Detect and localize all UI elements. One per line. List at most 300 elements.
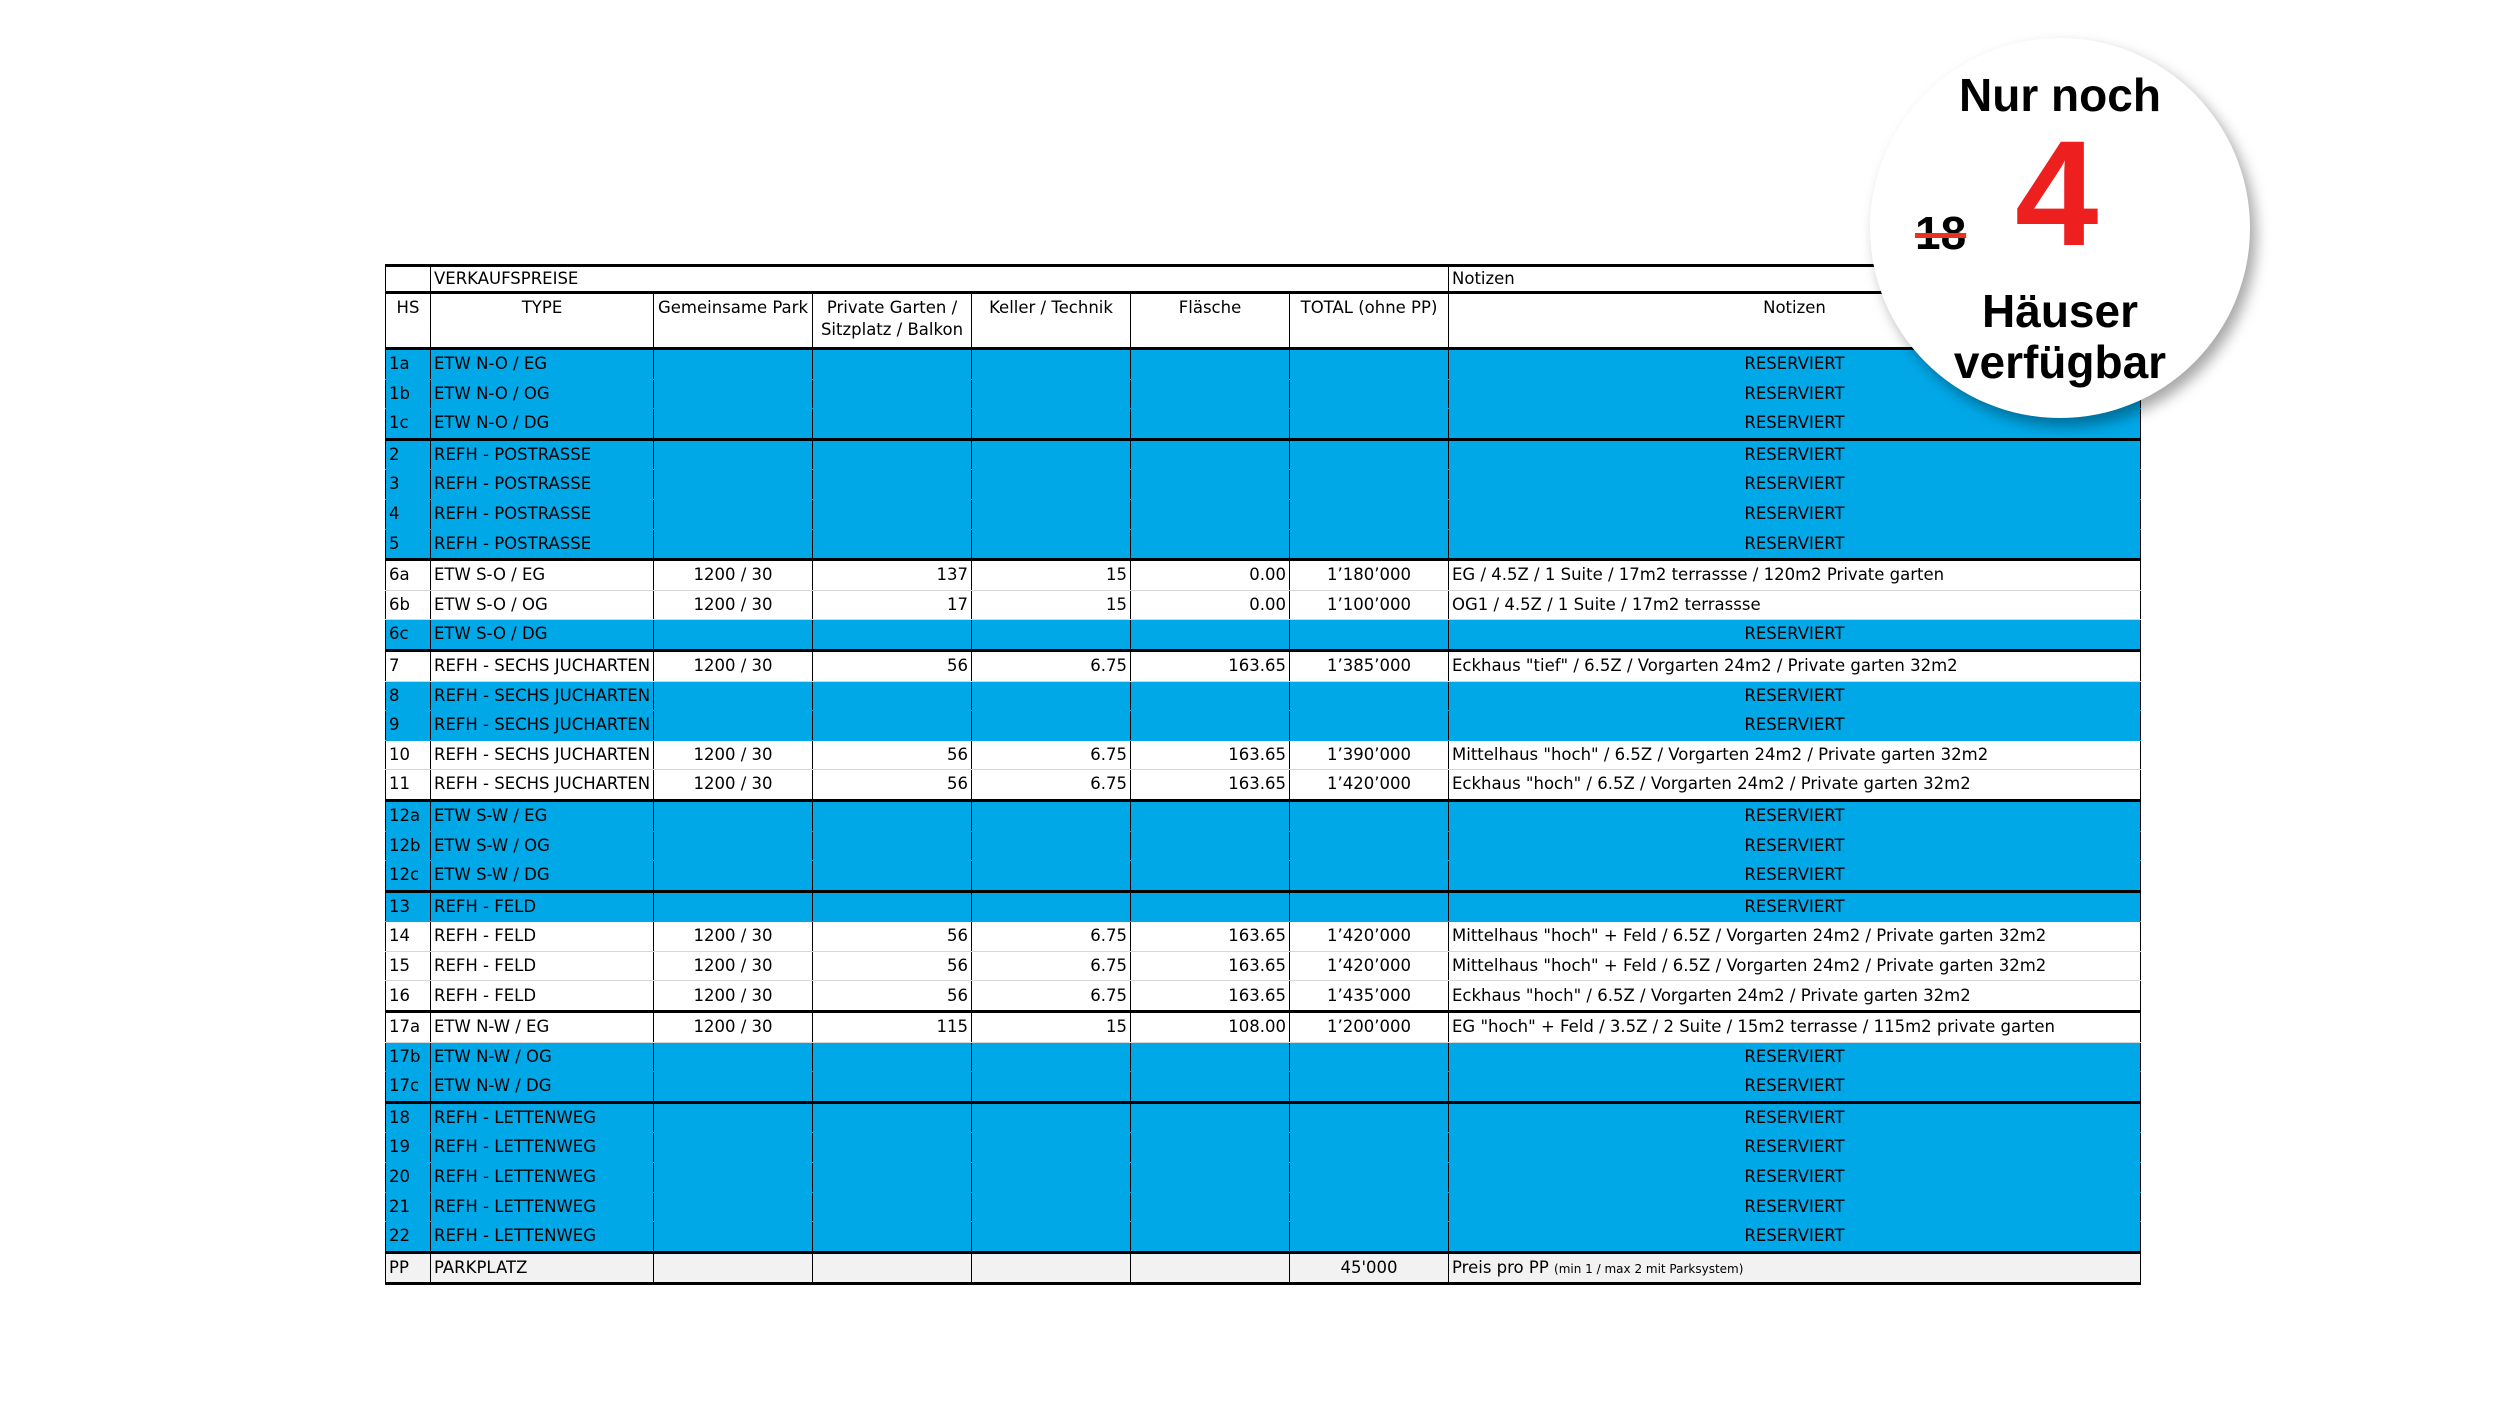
cell-total: 1’435’000 xyxy=(1290,981,1449,1012)
cell-note: RESERVIERT xyxy=(1449,379,2141,409)
col-header-notes: Notizen xyxy=(1449,293,2141,349)
cell-note: RESERVIERT xyxy=(1449,831,2141,861)
cell-flaeche: 163.65 xyxy=(1131,951,1290,981)
cell-type: ETW N-O / OG xyxy=(431,379,654,409)
cell-keller xyxy=(972,831,1131,861)
cell-park xyxy=(654,891,813,922)
cell-hs: 12b xyxy=(386,831,431,861)
cell-garten xyxy=(813,349,972,380)
cell-total: 1’385’000 xyxy=(1290,650,1449,681)
note-small: (min 1 / max 2 mit Parksystem) xyxy=(1554,1261,1744,1276)
cell-total xyxy=(1290,1072,1449,1103)
cell-flaeche: 108.00 xyxy=(1131,1012,1290,1043)
cell-hs: 5 xyxy=(386,529,431,560)
cell-garten xyxy=(813,861,972,892)
cell-keller xyxy=(972,1042,1131,1072)
cell-garten xyxy=(813,831,972,861)
cell-keller xyxy=(972,1163,1131,1193)
cell-garten xyxy=(813,529,972,560)
cell-total xyxy=(1290,379,1449,409)
cell-park xyxy=(654,1192,813,1222)
cell-park xyxy=(654,439,813,470)
table-row xyxy=(386,951,2141,981)
note-main: Preis pro PP xyxy=(1452,1257,1549,1277)
cell-flaeche xyxy=(1131,891,1290,922)
cell-keller xyxy=(972,1133,1131,1163)
cell-park xyxy=(654,379,813,409)
cell-garten xyxy=(813,1042,972,1072)
cell-note: RESERVIERT xyxy=(1449,349,2141,380)
cell-hs: 7 xyxy=(386,650,431,681)
cell-keller xyxy=(972,620,1131,651)
cell-type: REFH - POSTRASSE xyxy=(431,439,654,470)
cell-hs: 6a xyxy=(386,560,431,591)
cell-keller: 6.75 xyxy=(972,740,1131,770)
cell-keller xyxy=(972,711,1131,741)
cell-flaeche: 163.65 xyxy=(1131,770,1290,801)
cell-park xyxy=(654,529,813,560)
cell-note: RESERVIERT xyxy=(1449,409,2141,440)
cell-note: RESERVIERT xyxy=(1449,1163,2141,1193)
cell-total xyxy=(1290,800,1449,831)
cell-garten xyxy=(813,1133,972,1163)
badge-new-count: 4 xyxy=(2015,109,2099,277)
cell-total xyxy=(1290,529,1449,560)
cell-total xyxy=(1290,711,1449,741)
cell-hs: 19 xyxy=(386,1133,431,1163)
table-row xyxy=(386,861,2141,892)
cell-type: REFH - LETTENWEG xyxy=(431,1222,654,1253)
cell-total: 1’180’000 xyxy=(1290,560,1449,591)
cell-total xyxy=(1290,1163,1449,1193)
cell-keller: 6.75 xyxy=(972,981,1131,1012)
table-row xyxy=(386,470,2141,500)
badge-old-count: 18 xyxy=(1915,207,1967,259)
price-table xyxy=(385,264,2141,1285)
cell-flaeche xyxy=(1131,711,1290,741)
cell-park xyxy=(654,681,813,711)
cell-keller xyxy=(972,891,1131,922)
cell-note: RESERVIERT xyxy=(1449,439,2141,470)
cell-garten xyxy=(813,1163,972,1193)
cell-garten xyxy=(813,470,972,500)
cell-garten: 56 xyxy=(813,740,972,770)
cell-garten xyxy=(813,409,972,440)
cell-park xyxy=(654,1222,813,1253)
cell-total xyxy=(1290,1102,1449,1133)
cell-total: 1’420’000 xyxy=(1290,951,1449,981)
cell-total xyxy=(1290,891,1449,922)
cell-flaeche: 163.65 xyxy=(1131,981,1290,1012)
cell-total xyxy=(1290,1222,1449,1253)
cell-note: OG1 / 4.5Z / 1 Suite / 17m2 terrassse xyxy=(1449,590,2141,620)
cell-hs: 2 xyxy=(386,439,431,470)
cell-garten xyxy=(813,1222,972,1253)
table-row xyxy=(386,800,2141,831)
cell-type: ETW N-W / DG xyxy=(431,1072,654,1103)
cell-hs: 1c xyxy=(386,409,431,440)
cell-hs: 22 xyxy=(386,1222,431,1253)
cell-note: Eckhaus "hoch" / 6.5Z / Vorgarten 24m2 / Private garten 32m2 xyxy=(1449,770,2141,801)
cell-flaeche xyxy=(1131,1102,1290,1133)
cell-keller xyxy=(972,1192,1131,1222)
cell-keller xyxy=(972,439,1131,470)
cell-hs: 1b xyxy=(386,379,431,409)
cell-note: RESERVIERT xyxy=(1449,711,2141,741)
cell-flaeche: 163.65 xyxy=(1131,650,1290,681)
cell-keller xyxy=(972,861,1131,892)
cell-hs: 12a xyxy=(386,800,431,831)
cell-note: RESERVIERT xyxy=(1449,1192,2141,1222)
cell-park: 1200 / 30 xyxy=(654,1012,813,1043)
cell-hs: 15 xyxy=(386,951,431,981)
cell-note: RESERVIERT xyxy=(1449,800,2141,831)
cell-note: Eckhaus "hoch" / 6.5Z / Vorgarten 24m2 / Private garten 32m2 xyxy=(1449,981,2141,1012)
cell-flaeche xyxy=(1131,861,1290,892)
cell-type: ETW N-W / EG xyxy=(431,1012,654,1043)
table-row xyxy=(386,1072,2141,1103)
cell-hs: 20 xyxy=(386,1163,431,1193)
cell-note: Mittelhaus "hoch" + Feld / 6.5Z / Vorgarten 24m2 / Private garten 32m2 xyxy=(1449,922,2141,952)
cell-flaeche xyxy=(1131,1252,1290,1284)
cell-garten: 137 xyxy=(813,560,972,591)
cell-hs: 3 xyxy=(386,470,431,500)
cell-total xyxy=(1290,1192,1449,1222)
price-sheet xyxy=(385,264,2140,1285)
cell-park xyxy=(654,470,813,500)
cell-garten: 56 xyxy=(813,951,972,981)
cell-garten xyxy=(813,1252,972,1284)
cell-hs: 17c xyxy=(386,1072,431,1103)
cell-flaeche xyxy=(1131,499,1290,529)
cell-keller: 15 xyxy=(972,590,1131,620)
table-row xyxy=(386,560,2141,591)
table-row xyxy=(386,1222,2141,1253)
cell-flaeche xyxy=(1131,1072,1290,1103)
title-cell-empty xyxy=(386,266,431,293)
cell-park: 1200 / 30 xyxy=(654,560,813,591)
table-row xyxy=(386,1252,2141,1284)
cell-garten xyxy=(813,439,972,470)
cell-type: REFH - FELD xyxy=(431,981,654,1012)
cell-hs: 1a xyxy=(386,349,431,380)
table-row xyxy=(386,1042,2141,1072)
cell-total xyxy=(1290,1042,1449,1072)
cell-type: ETW S-W / EG xyxy=(431,800,654,831)
cell-type: REFH - POSTRASSE xyxy=(431,470,654,500)
cell-type: REFH - SECHS JUCHARTEN xyxy=(431,740,654,770)
cell-flaeche xyxy=(1131,620,1290,651)
cell-garten: 56 xyxy=(813,922,972,952)
cell-note: RESERVIERT xyxy=(1449,1102,2141,1133)
cell-keller: 6.75 xyxy=(972,951,1131,981)
cell-garten xyxy=(813,681,972,711)
cell-type: REFH - LETTENWEG xyxy=(431,1192,654,1222)
cell-note: RESERVIERT xyxy=(1449,620,2141,651)
badge-line3: verfügbar xyxy=(1953,335,2167,388)
cell-keller: 15 xyxy=(972,1012,1131,1043)
cell-note: Eckhaus "tief" / 6.5Z / Vorgarten 24m2 / Private garten 32m2 xyxy=(1449,650,2141,681)
table-row xyxy=(386,1012,2141,1043)
cell-total xyxy=(1290,409,1449,440)
col-header-keller: Keller / Technik xyxy=(972,293,1131,349)
cell-type: REFH - FELD xyxy=(431,891,654,922)
cell-type: REFH - LETTENWEG xyxy=(431,1163,654,1193)
cell-note xyxy=(1449,1252,2141,1284)
table-row xyxy=(386,681,2141,711)
cell-keller: 6.75 xyxy=(972,650,1131,681)
cell-flaeche xyxy=(1131,831,1290,861)
cell-garten xyxy=(813,499,972,529)
cell-park xyxy=(654,1252,813,1284)
cell-keller xyxy=(972,529,1131,560)
cell-park: 1200 / 30 xyxy=(654,951,813,981)
cell-keller xyxy=(972,499,1131,529)
cell-flaeche xyxy=(1131,470,1290,500)
cell-park xyxy=(654,1133,813,1163)
cell-total: 1’420’000 xyxy=(1290,922,1449,952)
cell-type: REFH - SECHS JUCHARTEN xyxy=(431,711,654,741)
cell-garten: 56 xyxy=(813,770,972,801)
cell-total: 1’390’000 xyxy=(1290,740,1449,770)
cell-keller: 15 xyxy=(972,560,1131,591)
col-header-total: TOTAL (ohne PP) xyxy=(1290,293,1449,349)
cell-park xyxy=(654,620,813,651)
cell-hs: 10 xyxy=(386,740,431,770)
cell-park xyxy=(654,409,813,440)
availability-badge xyxy=(1870,38,2250,418)
cell-garten: 56 xyxy=(813,650,972,681)
cell-type: REFH - SECHS JUCHARTEN xyxy=(431,681,654,711)
cell-garten xyxy=(813,1102,972,1133)
cell-garten xyxy=(813,1072,972,1103)
cell-park: 1200 / 30 xyxy=(654,770,813,801)
cell-hs: 13 xyxy=(386,891,431,922)
cell-garten xyxy=(813,800,972,831)
cell-note: EG "hoch" + Feld / 3.5Z / 2 Suite / 15m2 terrasse / 115m2 private garten xyxy=(1449,1012,2141,1043)
cell-garten: 17 xyxy=(813,590,972,620)
cell-type: ETW S-W / OG xyxy=(431,831,654,861)
table-row xyxy=(386,922,2141,952)
table-row xyxy=(386,740,2141,770)
cell-keller xyxy=(972,1252,1131,1284)
cell-hs: PP xyxy=(386,1252,431,1284)
cell-park xyxy=(654,1163,813,1193)
cell-total: 1’100’000 xyxy=(1290,590,1449,620)
cell-flaeche xyxy=(1131,1163,1290,1193)
cell-park: 1200 / 30 xyxy=(654,590,813,620)
cell-hs: 18 xyxy=(386,1102,431,1133)
cell-keller xyxy=(972,470,1131,500)
cell-type: ETW S-W / DG xyxy=(431,861,654,892)
col-header-hs: HS xyxy=(386,293,431,349)
cell-keller xyxy=(972,349,1131,380)
table-row xyxy=(386,1133,2141,1163)
table-row xyxy=(386,590,2141,620)
cell-note: RESERVIERT xyxy=(1449,1133,2141,1163)
cell-keller xyxy=(972,1072,1131,1103)
cell-type: REFH - FELD xyxy=(431,922,654,952)
cell-keller xyxy=(972,681,1131,711)
cell-type: REFH - SECHS JUCHARTEN xyxy=(431,650,654,681)
cell-garten xyxy=(813,711,972,741)
table-row xyxy=(386,831,2141,861)
cell-flaeche xyxy=(1131,1192,1290,1222)
cell-note: RESERVIERT xyxy=(1449,1042,2141,1072)
cell-type: REFH - POSTRASSE xyxy=(431,529,654,560)
cell-park xyxy=(654,861,813,892)
cell-total: 1’420’000 xyxy=(1290,770,1449,801)
cell-hs: 21 xyxy=(386,1192,431,1222)
cell-flaeche xyxy=(1131,529,1290,560)
cell-park xyxy=(654,1072,813,1103)
table-row xyxy=(386,409,2141,440)
cell-garten xyxy=(813,620,972,651)
title-spacer xyxy=(1290,266,1449,293)
table-row xyxy=(386,529,2141,560)
cell-garten: 56 xyxy=(813,981,972,1012)
cell-type: ETW S-O / DG xyxy=(431,620,654,651)
cell-note: RESERVIERT xyxy=(1449,470,2141,500)
cell-type: ETW N-O / EG xyxy=(431,349,654,380)
cell-keller xyxy=(972,379,1131,409)
cell-note: Mittelhaus "hoch" / 6.5Z / Vorgarten 24m2 / Private garten 32m2 xyxy=(1449,740,2141,770)
cell-hs: 8 xyxy=(386,681,431,711)
cell-total xyxy=(1290,831,1449,861)
cell-garten: 115 xyxy=(813,1012,972,1043)
cell-hs: 16 xyxy=(386,981,431,1012)
cell-total xyxy=(1290,1133,1449,1163)
table-row xyxy=(386,620,2141,651)
cell-hs: 14 xyxy=(386,922,431,952)
cell-flaeche xyxy=(1131,349,1290,380)
table-row xyxy=(386,439,2141,470)
cell-garten xyxy=(813,379,972,409)
cell-hs: 17a xyxy=(386,1012,431,1043)
table-row xyxy=(386,770,2141,801)
cell-keller: 6.75 xyxy=(972,770,1131,801)
cell-note: RESERVIERT xyxy=(1449,891,2141,922)
table-row xyxy=(386,891,2141,922)
cell-total xyxy=(1290,861,1449,892)
notes-title: Notizen xyxy=(1449,266,2141,293)
cell-type: ETW S-O / OG xyxy=(431,590,654,620)
cell-keller: 6.75 xyxy=(972,922,1131,952)
cell-total xyxy=(1290,349,1449,380)
cell-hs: 4 xyxy=(386,499,431,529)
cell-keller xyxy=(972,1102,1131,1133)
col-header-park: Gemeinsame Park xyxy=(654,293,813,349)
cell-type: PARKPLATZ xyxy=(431,1252,654,1284)
cell-total xyxy=(1290,439,1449,470)
cell-park: 1200 / 30 xyxy=(654,650,813,681)
table-row xyxy=(386,711,2141,741)
table-row xyxy=(386,1192,2141,1222)
table-row xyxy=(386,981,2141,1012)
cell-flaeche: 163.65 xyxy=(1131,922,1290,952)
cell-park: 1200 / 30 xyxy=(654,740,813,770)
cell-flaeche xyxy=(1131,1042,1290,1072)
cell-flaeche xyxy=(1131,379,1290,409)
cell-flaeche xyxy=(1131,1222,1290,1253)
cell-flaeche: 0.00 xyxy=(1131,560,1290,591)
cell-total xyxy=(1290,470,1449,500)
cell-park: 1200 / 30 xyxy=(654,922,813,952)
badge-line2-3 xyxy=(1870,286,2250,387)
cell-flaeche: 0.00 xyxy=(1131,590,1290,620)
cell-note: RESERVIERT xyxy=(1449,861,2141,892)
cell-park xyxy=(654,800,813,831)
cell-type: REFH - FELD xyxy=(431,951,654,981)
cell-total xyxy=(1290,681,1449,711)
cell-note: RESERVIERT xyxy=(1449,529,2141,560)
cell-park xyxy=(654,1102,813,1133)
cell-park xyxy=(654,831,813,861)
cell-hs: 11 xyxy=(386,770,431,801)
col-header-flaeche: Fläsche xyxy=(1131,293,1290,349)
table-row xyxy=(386,499,2141,529)
cell-keller xyxy=(972,1222,1131,1253)
cell-park xyxy=(654,349,813,380)
cell-type: REFH - SECHS JUCHARTEN xyxy=(431,770,654,801)
cell-keller xyxy=(972,800,1131,831)
cell-hs: 9 xyxy=(386,711,431,741)
table-row xyxy=(386,650,2141,681)
cell-note: RESERVIERT xyxy=(1449,1222,2141,1253)
cell-total: 1’200’000 xyxy=(1290,1012,1449,1043)
table-row xyxy=(386,1102,2141,1133)
cell-hs: 6c xyxy=(386,620,431,651)
cell-total: 45'000 xyxy=(1290,1252,1449,1284)
cell-park xyxy=(654,499,813,529)
cell-total xyxy=(1290,499,1449,529)
cell-park xyxy=(654,1042,813,1072)
col-header-garten: Private Garten / Sitzplatz / Balkon xyxy=(813,293,972,349)
cell-note: EG / 4.5Z / 1 Suite / 17m2 terrassse / 120m2 Private garten xyxy=(1449,560,2141,591)
col-header-type: TYPE xyxy=(431,293,654,349)
cell-keller xyxy=(972,409,1131,440)
cell-type: ETW N-W / OG xyxy=(431,1042,654,1072)
cell-flaeche xyxy=(1131,1133,1290,1163)
cell-type: REFH - POSTRASSE xyxy=(431,499,654,529)
cell-park: 1200 / 30 xyxy=(654,981,813,1012)
cell-type: ETW S-O / EG xyxy=(431,560,654,591)
table-row xyxy=(386,1163,2141,1193)
cell-flaeche xyxy=(1131,681,1290,711)
cell-hs: 6b xyxy=(386,590,431,620)
cell-note: RESERVIERT xyxy=(1449,1072,2141,1103)
cell-flaeche: 163.65 xyxy=(1131,740,1290,770)
cell-total xyxy=(1290,620,1449,651)
cell-park xyxy=(654,711,813,741)
cell-type: REFH - LETTENWEG xyxy=(431,1102,654,1133)
cell-hs: 17b xyxy=(386,1042,431,1072)
cell-note: RESERVIERT xyxy=(1449,681,2141,711)
cell-type: REFH - LETTENWEG xyxy=(431,1133,654,1163)
badge-line2: Häuser xyxy=(1982,285,2138,337)
cell-garten xyxy=(813,891,972,922)
cell-note: Mittelhaus "hoch" + Feld / 6.5Z / Vorgarten 24m2 / Private garten 32m2 xyxy=(1449,951,2141,981)
cell-flaeche xyxy=(1131,439,1290,470)
cell-note: RESERVIERT xyxy=(1449,499,2141,529)
cell-type: ETW N-O / DG xyxy=(431,409,654,440)
cell-flaeche xyxy=(1131,409,1290,440)
sheet-title: VERKAUFSPREISE xyxy=(431,266,1290,293)
cell-flaeche xyxy=(1131,800,1290,831)
cell-hs: 12c xyxy=(386,861,431,892)
cell-garten xyxy=(813,1192,972,1222)
badge-line1: Nur noch xyxy=(1959,69,2161,121)
